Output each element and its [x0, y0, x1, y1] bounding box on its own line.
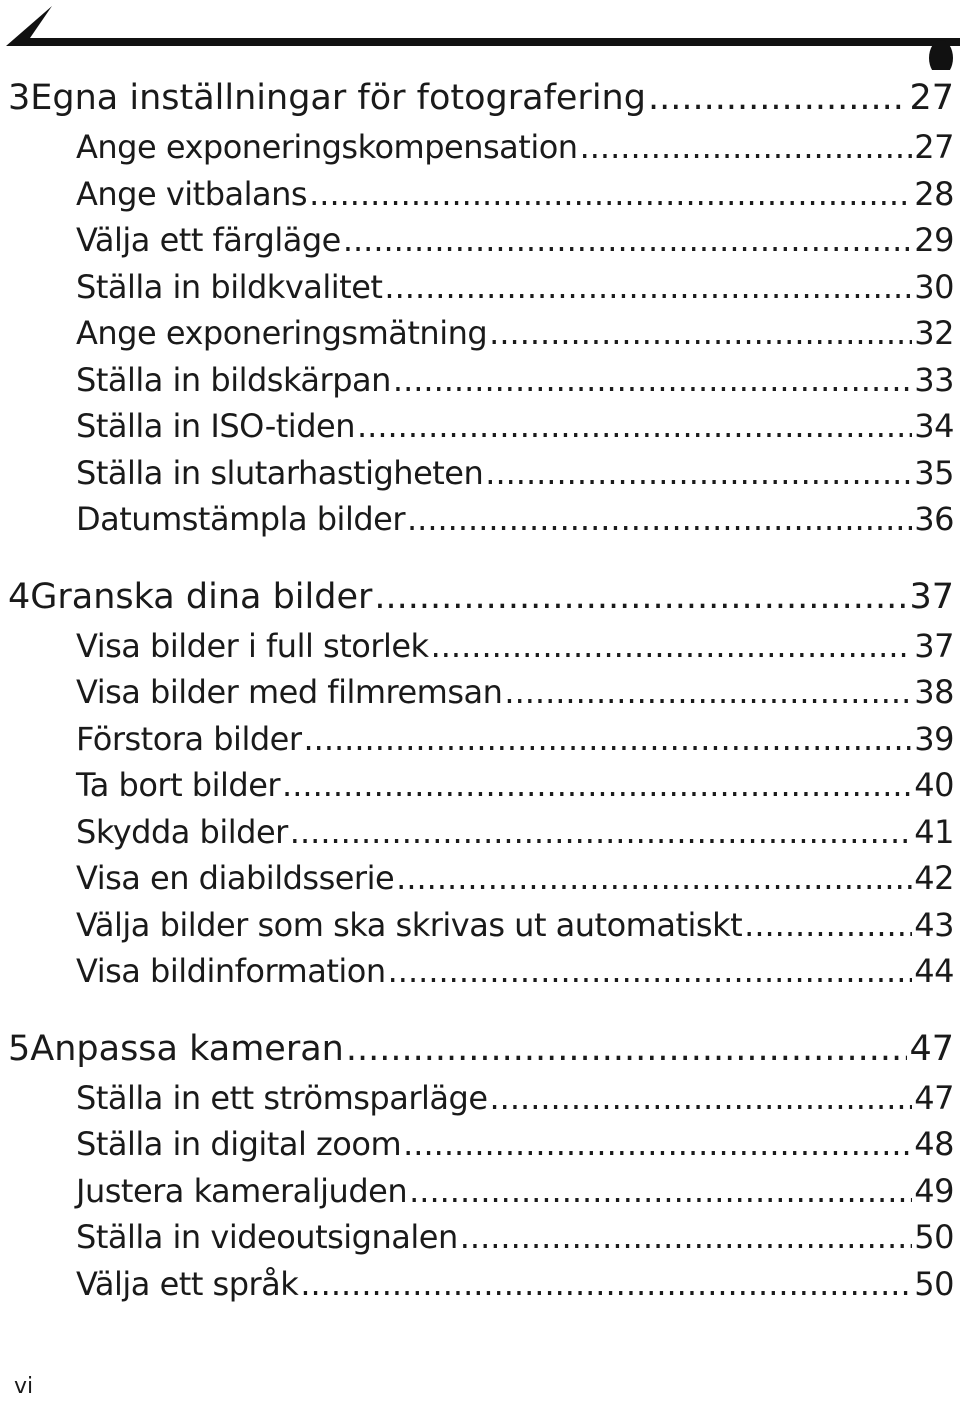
section-title: Ange exponeringsmätning: [76, 314, 488, 352]
section-title: Ställa in bildkvalitet: [76, 267, 383, 306]
section-page-number: 39: [914, 719, 954, 758]
section-title: Ange exponeringskompensation: [76, 128, 578, 166]
page-number: vi: [14, 1374, 34, 1399]
section-page-number: 38: [914, 673, 954, 711]
section-page-number: 50: [914, 1218, 954, 1256]
section-page-number: 49: [914, 1171, 954, 1210]
section-page-number: 37: [914, 626, 954, 665]
dot-leader: [485, 450, 912, 497]
dot-leader: [409, 1168, 912, 1215]
chapter-page-number: 37: [909, 576, 954, 617]
toc-section-entry[interactable]: [0, 310, 960, 357]
toc-section-entry[interactable]: [0, 1075, 960, 1122]
toc-chapter: [0, 72, 960, 543]
toc-section-entry[interactable]: [0, 716, 960, 763]
section-page-number: 40: [914, 766, 954, 804]
section-page-number: 35: [914, 453, 954, 492]
dot-leader: [384, 264, 912, 311]
section-title: Ange vitbalans: [76, 174, 308, 213]
toc-section-entry[interactable]: [0, 357, 960, 404]
toc-section-entry[interactable]: [0, 809, 960, 856]
section-title: Visa bilder med filmremsan: [76, 673, 503, 711]
toc-section-entry[interactable]: [0, 403, 960, 450]
section-page-number: 32: [914, 314, 954, 352]
section-page-number: 28: [914, 174, 954, 213]
page-corner-swoosh: [0, 0, 960, 70]
toc-section-entry[interactable]: [0, 855, 960, 902]
dot-leader: [346, 1023, 908, 1075]
section-page-number: 41: [914, 812, 954, 851]
chapter-page-number: 47: [909, 1028, 954, 1069]
dot-leader: [357, 403, 912, 450]
chapter-page-number: 27: [909, 78, 954, 118]
table-of-contents: [0, 72, 960, 1307]
section-page-number: 50: [914, 1264, 954, 1303]
toc-section-entry[interactable]: [0, 948, 960, 995]
section-page-number: 36: [914, 500, 954, 538]
toc-section-entry[interactable]: [0, 762, 960, 809]
section-title: Ställa in ett strömsparläge: [76, 1078, 488, 1117]
section-page-number: 29: [914, 221, 954, 259]
toc-section-entry[interactable]: [0, 623, 960, 670]
section-title: Förstora bilder: [76, 719, 302, 758]
toc-section-entry[interactable]: [0, 217, 960, 264]
toc-section-entry[interactable]: [0, 1261, 960, 1308]
section-page-number: 42: [914, 859, 954, 897]
section-page-number: 34: [914, 407, 954, 445]
toc-chapter-heading[interactable]: [0, 1023, 960, 1075]
section-title: Skydda bilder: [76, 812, 288, 851]
toc-section-entry[interactable]: [0, 496, 960, 543]
toc-section-entry[interactable]: [0, 1168, 960, 1215]
section-title: Ställa in slutarhastigheten: [76, 453, 484, 492]
dot-leader: [282, 762, 912, 809]
section-title: Ställa in bildskärpan: [76, 360, 391, 399]
section-title: Ställa in videoutsignalen: [76, 1218, 458, 1256]
toc-section-entry[interactable]: [0, 1121, 960, 1168]
toc-section-entry[interactable]: [0, 669, 960, 716]
chapter-number: 4: [8, 576, 31, 617]
dot-leader: [388, 948, 913, 995]
toc-section-entry[interactable]: [0, 264, 960, 311]
section-page-number: 27: [914, 128, 954, 166]
section-title: Datumstämpla bilder: [76, 500, 405, 538]
dot-leader: [490, 1075, 913, 1122]
toc-section-entry[interactable]: [0, 450, 960, 497]
dot-leader: [396, 855, 912, 902]
toc-section-entry[interactable]: [0, 124, 960, 171]
dot-leader: [648, 72, 908, 124]
dot-leader: [489, 310, 912, 357]
dot-leader: [309, 171, 912, 218]
dot-leader: [504, 669, 912, 716]
section-title: Välja bilder som ska skrivas ut automatiskt: [76, 905, 743, 944]
section-title: Ställa in ISO-tiden: [76, 407, 355, 445]
dot-leader: [290, 809, 912, 856]
dot-leader: [407, 496, 912, 543]
toc-chapter: [0, 571, 960, 995]
chapter-title: Egna inställningar för fotografering: [30, 78, 646, 118]
section-title: Ta bort bilder: [76, 766, 281, 804]
toc-section-entry[interactable]: [0, 1214, 960, 1261]
toc-section-entry[interactable]: [0, 171, 960, 218]
section-page-number: 43: [914, 905, 954, 944]
dot-leader: [300, 1261, 912, 1308]
chapter-title: Anpassa kameran: [30, 1028, 344, 1069]
section-title: Ställa in digital zoom: [76, 1125, 402, 1163]
section-title: Välja ett språk: [76, 1264, 299, 1303]
dot-leader: [343, 217, 912, 264]
dot-leader: [431, 623, 913, 670]
section-page-number: 48: [914, 1125, 954, 1163]
dot-leader: [303, 716, 912, 763]
section-page-number: 44: [914, 952, 954, 990]
section-title: Välja ett färgläge: [76, 221, 341, 259]
toc-chapter-heading[interactable]: [0, 72, 960, 124]
section-page-number: 47: [914, 1078, 954, 1117]
chapter-number: 3: [8, 78, 31, 118]
section-title: Visa bildinformation: [76, 952, 386, 990]
dot-leader: [744, 902, 912, 949]
section-page-number: 33: [914, 360, 954, 399]
chapter-title: Granska dina bilder: [30, 576, 373, 617]
section-title: Visa en diabildsserie: [76, 859, 395, 897]
section-title: Justera kameraljuden: [76, 1171, 408, 1210]
toc-section-entry[interactable]: [0, 902, 960, 949]
dot-leader: [460, 1214, 913, 1261]
chapter-number: 5: [8, 1028, 31, 1069]
dot-leader: [374, 571, 907, 623]
section-title: Visa bilder i full storlek: [76, 626, 429, 665]
dot-leader: [580, 124, 913, 171]
dot-leader: [403, 1121, 912, 1168]
toc-chapter-heading[interactable]: [0, 571, 960, 623]
section-page-number: 30: [914, 267, 954, 306]
toc-chapter: [0, 1023, 960, 1308]
dot-leader: [393, 357, 912, 404]
